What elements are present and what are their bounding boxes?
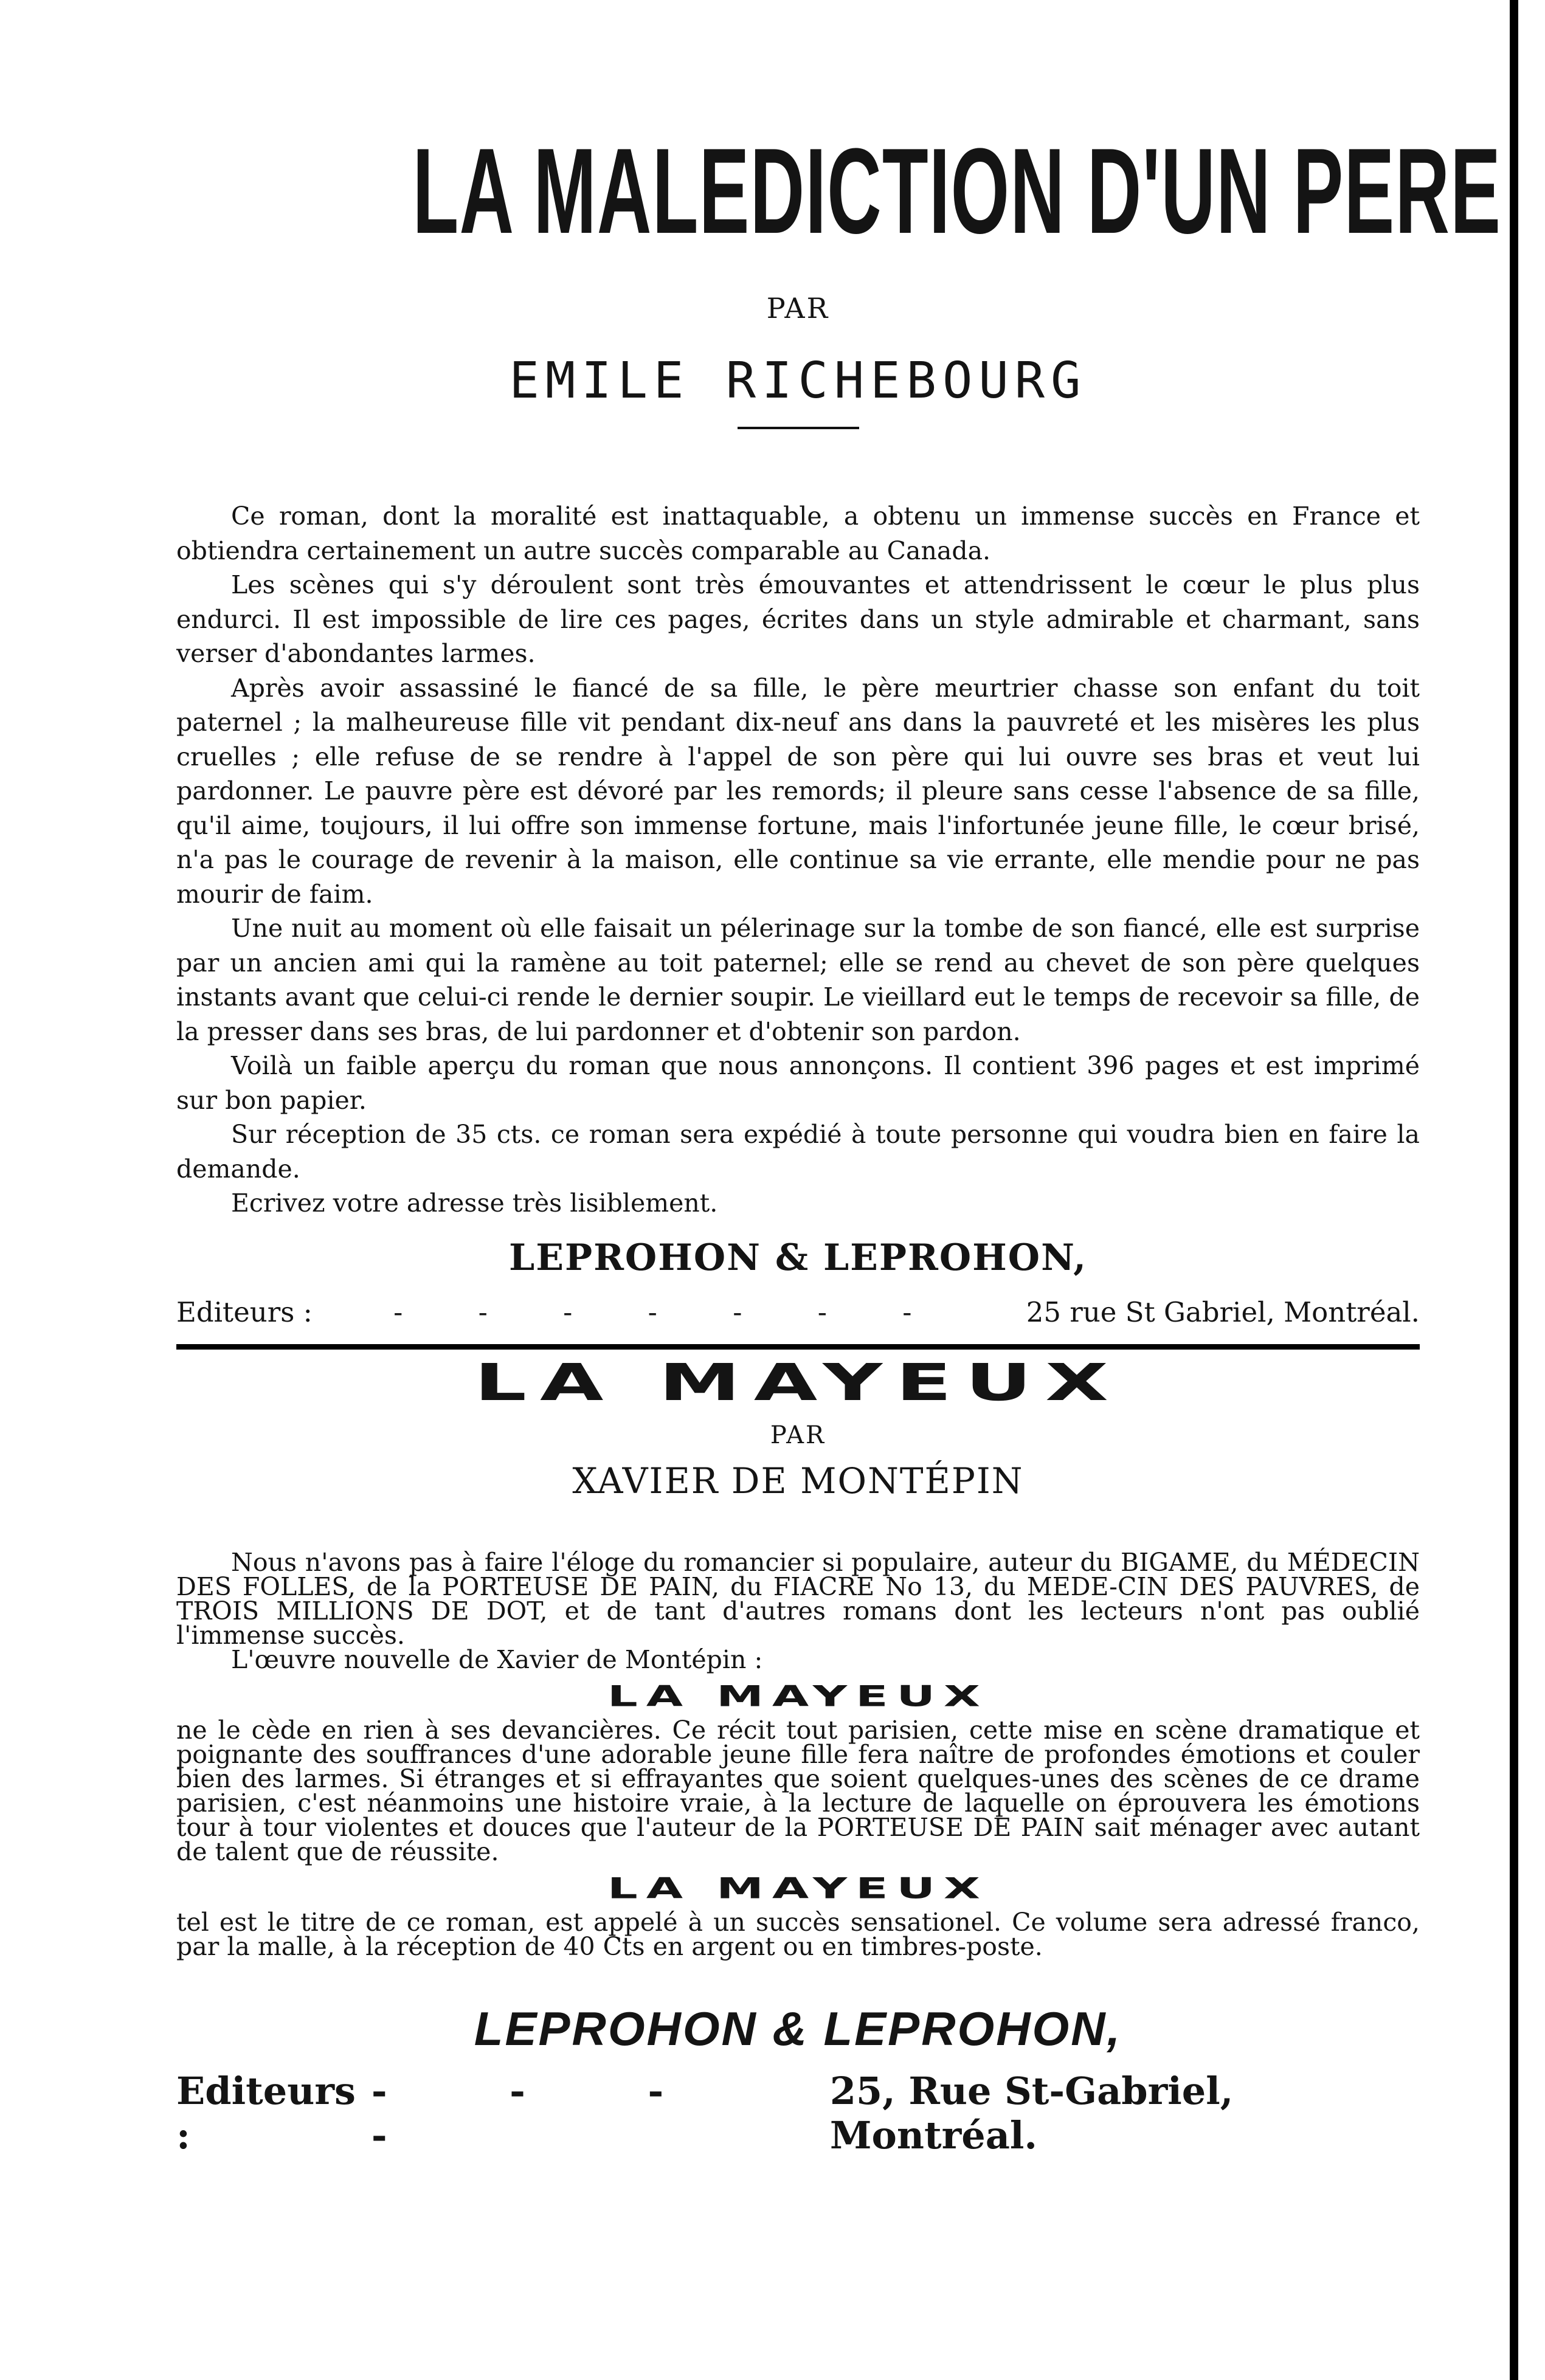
ad2-editeurs-row <box>176 2069 1420 2158</box>
ad1-publisher: LEPROHON & LEPROHON, <box>509 1236 1087 1279</box>
ad2-author: XAVIER DE MONTÉPIN <box>572 1460 1024 1502</box>
section-divider-rule <box>176 1344 1420 1350</box>
ad1-paragraph: Une nuit au moment où elle faisait un pélerinage sur la tombe de son fiancé, elle est surprise par un ancien ami qui la ramène au toit paternel; elle se rend au chevet de son père quelques instants avant que celui-ci rende le dernier soupir. Le vieillard eut le temps de recevoir sa fille, de la presser dans ses bras, de lui pardonner et d'obtenir son pardon. <box>176 914 1420 1046</box>
ad2-par: PAR <box>770 1421 826 1449</box>
ad1-paragraph: Après avoir assassiné le fiancé de sa fille, le père meurtrier chasse son enfant du toit paternel ; la malheureuse fille vit pendant dix-neuf ans dans la pauvreté et les misères les plus cruelles ; elle refuse de se rendre à l'appel de son père qui lui ouvre ses bras et veut lui pardonner. Le pauvre père est dévoré par les remords; il pleure sans cesse l'absence de sa fille, qu'il aime, toujours, il lui offre son immense fortune, mais l'infortunée jeune fille, le cœur brisé, n'a pas le courage de revenir à la maison, elle continue sa vie errante, elle mendie pour ne pas mourir de faim. <box>176 673 1420 909</box>
ad1-address: 25 rue St Gabriel, Montréal. <box>1026 1295 1420 1328</box>
ad2-middle: ne le cède en rien à ses devancières. Ce récit tout parisien, cette mise en scène dramatique et poignante des souffrances d'une adorable jeune fille fera naître de profondes émotions et couler bien des larmes. Si étranges et si effrayantes que soient quelques-unes des scènes de ce drame parisien, c'est néanmoins une histoire vraie, à la lecture de laquelle on éprouvera les émotions tour à tour violentes et douces que l'auteur de la PORTEUSE DE PAIN sait ménager avec autant de talent que de réussite. <box>176 1715 1420 1866</box>
ad1-paragraph: Ce roman, dont la moralité est inattaquable, a obtenu un immense succès en France et obtiendra certainement un autre succès comparable au Canada. <box>176 502 1420 565</box>
advertisement-content <box>176 123 1502 2158</box>
ad1-par: PAR <box>766 292 830 325</box>
ad1-paragraph: Ecrivez votre adresse très lisiblement. <box>231 1188 718 1218</box>
ad1-author: EMILE RICHEBOURG <box>509 352 1087 410</box>
ad2-closing: tel est le titre de ce roman, est appelé à un succès sensationel. Ce volume sera adressé franco, par la malle, à la réception de 40 Cts en argent ou en timbres-poste. <box>176 1907 1420 1961</box>
ad1-dashes: - - - - - - - <box>393 1295 945 1328</box>
ad1-title: LA MALEDICTION D'UN PERE <box>412 123 1502 259</box>
ad2-address: 25, Rue St-Gabriel, Montréal. <box>829 2068 1234 2158</box>
page-edge-rule <box>1510 0 1518 2380</box>
ad2-publisher: LEPROHON & LEPROHON, <box>474 2001 1122 2055</box>
ad1-editeurs-label: Editeurs : <box>176 1295 313 1328</box>
ad2-intro-2: L'œuvre nouvelle de Xavier de Montépin : <box>231 1644 763 1674</box>
ad1-paragraph: Les scènes qui s'y déroulent sont très émouvantes et attendrissent le cœur le plus plus endurci. Il est impossible de lire ces pages, écrites dans un style admirable et charmant, sans verser d'abondantes larmes. <box>176 570 1420 668</box>
ad1-short-rule <box>738 427 859 429</box>
ad2-body <box>176 1547 1420 1961</box>
ad1-editeurs-row <box>176 1296 1420 1328</box>
ad2-title-mid: LA MAYEUX <box>607 1680 989 1713</box>
ad2-title-mid-2: LA MAYEUX <box>607 1872 989 1905</box>
ad2-dashes: - - - - <box>371 2068 719 2158</box>
ad2-editeurs-label: Editeurs : <box>176 2068 356 2158</box>
ad2-intro: Nous n'avons pas à faire l'éloge du romancier si populaire, auteur du BIGAME, du MÉDECIN DES FOLLES, de la PORTEUSE DE PAIN, du FIACRE No 13, du MEDE-CIN DES PAUVRES, de TROIS MILLIONS DE DOT, et de tant d'autres romans dont les lecteurs n'ont pas oublié l'immense succès. <box>176 1547 1420 1650</box>
ad2-title: LA MAYEUX <box>474 1353 1122 1412</box>
ad1-paragraph: Sur réception de 35 cts. ce roman sera expédié à toute personne qui voudra bien en faire la demande. <box>176 1120 1420 1184</box>
ad1-paragraph: Voilà un faible aperçu du roman que nous annonçons. Il contient 396 pages et est imprimé sur bon papier. <box>176 1051 1420 1115</box>
ad1-body <box>176 499 1420 1221</box>
